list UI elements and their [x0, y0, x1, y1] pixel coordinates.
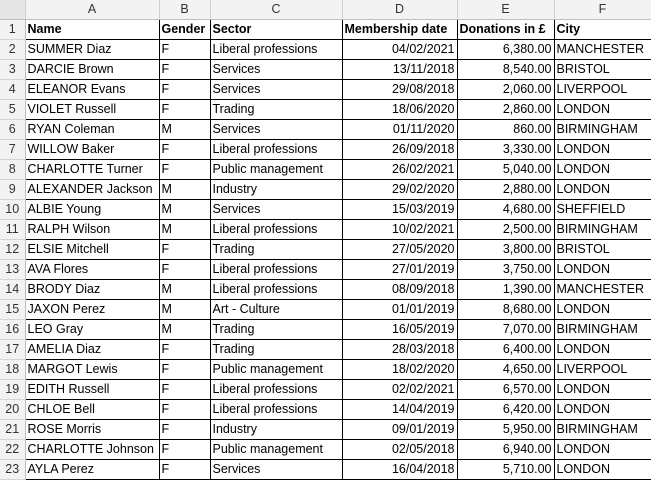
cell-gender[interactable]: F	[159, 360, 210, 380]
cell-name[interactable]: ELEANOR Evans	[25, 80, 159, 100]
cell-donations[interactable]: 3,800.00	[457, 240, 554, 260]
cell-sector[interactable]: Services	[210, 120, 342, 140]
cell-donations[interactable]: 2,500.00	[457, 220, 554, 240]
cell-sector[interactable]: Trading	[210, 240, 342, 260]
cell-city[interactable]: LIVERPOOL	[554, 360, 651, 380]
cell-gender[interactable]: F	[159, 60, 210, 80]
row-header[interactable]: 23	[0, 460, 25, 480]
cell-city[interactable]: SHEFFIELD	[554, 200, 651, 220]
cell-membership-date[interactable]: 15/03/2019	[342, 200, 457, 220]
row-header[interactable]: 8	[0, 160, 25, 180]
cell-name[interactable]: MARGOT Lewis	[25, 360, 159, 380]
cell-sector[interactable]: Liberal professions	[210, 280, 342, 300]
table-row	[0, 100, 651, 120]
cell-gender[interactable]: M	[159, 180, 210, 200]
cell-city[interactable]: MANCHESTER	[554, 280, 651, 300]
cell-sector[interactable]: Liberal professions	[210, 260, 342, 280]
table-row	[0, 320, 651, 340]
row-header[interactable]: 18	[0, 360, 25, 380]
cell-city[interactable]: LONDON	[554, 440, 651, 460]
cell-gender[interactable]: F	[159, 440, 210, 460]
cell-gender[interactable]: F	[159, 240, 210, 260]
cell-membership-date[interactable]: 18/06/2020	[342, 100, 457, 120]
cell-donations[interactable]: 6,420.00	[457, 400, 554, 420]
cell-sector[interactable]: Liberal professions	[210, 380, 342, 400]
row-header[interactable]: 22	[0, 440, 25, 460]
column-header-a[interactable]: A	[25, 0, 159, 20]
cell-donations[interactable]: 8,540.00	[457, 60, 554, 80]
cell-sector[interactable]: Public management	[210, 440, 342, 460]
cell-gender[interactable]: M	[159, 300, 210, 320]
cell-membership-date[interactable]: 10/02/2021	[342, 220, 457, 240]
cell-city[interactable]: LONDON	[554, 400, 651, 420]
cell-header-gender[interactable]: Gender	[159, 20, 210, 40]
cell-name[interactable]: AYLA Perez	[25, 460, 159, 480]
cell-header-name[interactable]: Name	[25, 20, 159, 40]
cell-city[interactable]: BRISTOL	[554, 60, 651, 80]
row-header[interactable]: 13	[0, 260, 25, 280]
table-row	[0, 420, 651, 440]
cell-sector[interactable]: Liberal professions	[210, 220, 342, 240]
cell-membership-date[interactable]: 26/02/2021	[342, 160, 457, 180]
cell-gender[interactable]: F	[159, 340, 210, 360]
cell-membership-date[interactable]: 08/09/2018	[342, 280, 457, 300]
cell-name[interactable]: ROSE Morris	[25, 420, 159, 440]
table-row	[0, 300, 651, 320]
cell-donations[interactable]: 6,380.00	[457, 40, 554, 60]
row-header[interactable]: 17	[0, 340, 25, 360]
cell-donations[interactable]: 2,880.00	[457, 180, 554, 200]
cell-donations[interactable]: 3,750.00	[457, 260, 554, 280]
table-row	[0, 180, 651, 200]
cell-donations[interactable]: 4,650.00	[457, 360, 554, 380]
cell-membership-date[interactable]: 16/05/2019	[342, 320, 457, 340]
row-header[interactable]: 7	[0, 140, 25, 160]
table-row	[0, 80, 651, 100]
cell-city[interactable]: BIRMINGHAM	[554, 320, 651, 340]
cell-donations[interactable]: 7,070.00	[457, 320, 554, 340]
cell-city[interactable]: LONDON	[554, 300, 651, 320]
cell-donations[interactable]: 6,570.00	[457, 380, 554, 400]
cell-sector[interactable]: Liberal professions	[210, 400, 342, 420]
table-row	[0, 340, 651, 360]
cell-sector[interactable]: Liberal professions	[210, 140, 342, 160]
cell-name[interactable]: ALEXANDER Jackson	[25, 180, 159, 200]
cell-name[interactable]: CHLOE Bell	[25, 400, 159, 420]
cell-name[interactable]: CHARLOTTE Turner	[25, 160, 159, 180]
cell-donations[interactable]: 5,950.00	[457, 420, 554, 440]
cell-city[interactable]: BRISTOL	[554, 240, 651, 260]
cell-sector[interactable]: Public management	[210, 160, 342, 180]
column-header-e[interactable]: E	[457, 0, 554, 20]
cell-name[interactable]: WILLOW Baker	[25, 140, 159, 160]
cell-header-sector[interactable]: Sector	[210, 20, 342, 40]
cell-sector[interactable]: Trading	[210, 340, 342, 360]
table-row	[0, 200, 651, 220]
cell-sector[interactable]: Industry	[210, 420, 342, 440]
cell-header-city[interactable]: City	[554, 20, 651, 40]
column-header-d[interactable]: D	[342, 0, 457, 20]
cell-membership-date[interactable]: 26/09/2018	[342, 140, 457, 160]
cell-membership-date[interactable]: 02/02/2021	[342, 380, 457, 400]
cell-sector[interactable]: Public management	[210, 360, 342, 380]
cell-sector[interactable]: Trading	[210, 100, 342, 120]
table-row	[0, 280, 651, 300]
column-header-c[interactable]: C	[210, 0, 342, 20]
cell-city[interactable]: LONDON	[554, 380, 651, 400]
cell-name[interactable]: RALPH Wilson	[25, 220, 159, 240]
cell-header-donations[interactable]: Donations in £	[457, 20, 554, 40]
table-row	[0, 240, 651, 260]
cell-name[interactable]: AMELIA Diaz	[25, 340, 159, 360]
row-header[interactable]: 16	[0, 320, 25, 340]
cell-gender[interactable]: F	[159, 140, 210, 160]
cell-donations[interactable]: 4,680.00	[457, 200, 554, 220]
table-header-row	[0, 20, 651, 40]
cell-gender[interactable]: F	[159, 380, 210, 400]
cell-name[interactable]: DARCIE Brown	[25, 60, 159, 80]
cell-donations[interactable]: 8,680.00	[457, 300, 554, 320]
cell-sector[interactable]: Trading	[210, 320, 342, 340]
cell-name[interactable]: ELSIE Mitchell	[25, 240, 159, 260]
cell-membership-date[interactable]: 29/02/2020	[342, 180, 457, 200]
row-header[interactable]: 10	[0, 200, 25, 220]
cell-gender[interactable]: F	[159, 460, 210, 480]
cell-name[interactable]: RYAN Coleman	[25, 120, 159, 140]
cell-city[interactable]: LONDON	[554, 460, 651, 480]
cell-name[interactable]: SUMMER Diaz	[25, 40, 159, 60]
cell-gender[interactable]: F	[159, 100, 210, 120]
cell-name[interactable]: EDITH Russell	[25, 380, 159, 400]
cell-gender[interactable]: F	[159, 80, 210, 100]
cell-sector[interactable]: Industry	[210, 180, 342, 200]
cell-name[interactable]: LEO Gray	[25, 320, 159, 340]
cell-name[interactable]: VIOLET Russell	[25, 100, 159, 120]
cell-membership-date[interactable]: 18/02/2020	[342, 360, 457, 380]
cell-donations[interactable]: 6,400.00	[457, 340, 554, 360]
cell-gender[interactable]: F	[159, 400, 210, 420]
cell-city[interactable]: LONDON	[554, 180, 651, 200]
table-row	[0, 140, 651, 160]
cell-name[interactable]: ALBIE Young	[25, 200, 159, 220]
cell-membership-date[interactable]: 04/02/2021	[342, 40, 457, 60]
row-header[interactable]: 12	[0, 240, 25, 260]
cell-city[interactable]: LONDON	[554, 160, 651, 180]
cell-membership-date[interactable]: 27/05/2020	[342, 240, 457, 260]
cell-gender[interactable]: F	[159, 40, 210, 60]
column-header-b[interactable]: B	[159, 0, 210, 20]
cell-donations[interactable]: 2,860.00	[457, 100, 554, 120]
cell-city[interactable]: MANCHESTER	[554, 40, 651, 60]
row-header[interactable]: 4	[0, 80, 25, 100]
cell-city[interactable]: BIRMINGHAM	[554, 120, 651, 140]
cell-gender[interactable]: M	[159, 320, 210, 340]
cell-membership-date[interactable]: 01/11/2020	[342, 120, 457, 140]
cell-city[interactable]: LONDON	[554, 260, 651, 280]
row-header[interactable]: 21	[0, 420, 25, 440]
cell-donations[interactable]: 3,330.00	[457, 140, 554, 160]
table-row	[0, 220, 651, 240]
cell-city[interactable]: LONDON	[554, 340, 651, 360]
cell-sector[interactable]: Services	[210, 60, 342, 80]
cell-city[interactable]: LONDON	[554, 100, 651, 120]
table-row	[0, 360, 651, 380]
cell-membership-date[interactable]: 29/08/2018	[342, 80, 457, 100]
table-row	[0, 380, 651, 400]
select-all-corner[interactable]	[0, 0, 25, 20]
cell-membership-date[interactable]: 09/01/2019	[342, 420, 457, 440]
cell-gender[interactable]: M	[159, 120, 210, 140]
cell-gender[interactable]: F	[159, 420, 210, 440]
cell-gender[interactable]: M	[159, 220, 210, 240]
cell-gender[interactable]: M	[159, 200, 210, 220]
cell-sector[interactable]: Services	[210, 200, 342, 220]
cell-membership-date[interactable]: 13/11/2018	[342, 60, 457, 80]
cell-sector[interactable]: Liberal professions	[210, 40, 342, 60]
row-header[interactable]: 3	[0, 60, 25, 80]
row-header[interactable]: 19	[0, 380, 25, 400]
row-header[interactable]: 11	[0, 220, 25, 240]
row-header[interactable]: 5	[0, 100, 25, 120]
cell-city[interactable]: BIRMINGHAM	[554, 220, 651, 240]
cell-membership-date[interactable]: 28/03/2018	[342, 340, 457, 360]
table-row	[0, 160, 651, 180]
row-header[interactable]: 6	[0, 120, 25, 140]
cell-name[interactable]: BRODY Diaz	[25, 280, 159, 300]
cell-city[interactable]: LONDON	[554, 140, 651, 160]
cell-donations[interactable]: 860.00	[457, 120, 554, 140]
row-header[interactable]: 1	[0, 20, 25, 40]
table-row	[0, 440, 651, 460]
cell-gender[interactable]: M	[159, 280, 210, 300]
cell-gender[interactable]: F	[159, 260, 210, 280]
cell-name[interactable]: AVA Flores	[25, 260, 159, 280]
cell-city[interactable]: BIRMINGHAM	[554, 420, 651, 440]
cell-sector[interactable]: Art - Culture	[210, 300, 342, 320]
cell-membership-date[interactable]: 02/05/2018	[342, 440, 457, 460]
cell-name[interactable]: JAXON Perez	[25, 300, 159, 320]
cell-sector[interactable]: Services	[210, 80, 342, 100]
table-row	[0, 400, 651, 420]
column-header-row	[0, 0, 651, 20]
table-row	[0, 60, 651, 80]
cell-donations[interactable]: 2,060.00	[457, 80, 554, 100]
row-header[interactable]: 20	[0, 400, 25, 420]
cell-donations[interactable]: 6,940.00	[457, 440, 554, 460]
cell-membership-date[interactable]: 01/01/2019	[342, 300, 457, 320]
table-row	[0, 260, 651, 280]
table-row	[0, 120, 651, 140]
row-header[interactable]: 15	[0, 300, 25, 320]
cell-membership-date[interactable]: 27/01/2019	[342, 260, 457, 280]
cell-donations[interactable]: 5,040.00	[457, 160, 554, 180]
cell-donations[interactable]: 1,390.00	[457, 280, 554, 300]
table-row	[0, 460, 651, 480]
column-header-f[interactable]: F	[554, 0, 651, 20]
cell-donations[interactable]: 5,710.00	[457, 460, 554, 480]
table-row	[0, 40, 651, 60]
cell-name[interactable]: CHARLOTTE Johnson	[25, 440, 159, 460]
cell-gender[interactable]: F	[159, 160, 210, 180]
cell-header-membership-date[interactable]: Membership date	[342, 20, 457, 40]
row-header[interactable]: 14	[0, 280, 25, 300]
cell-membership-date[interactable]: 14/04/2019	[342, 400, 457, 420]
cell-city[interactable]: LIVERPOOL	[554, 80, 651, 100]
cell-membership-date[interactable]: 16/04/2018	[342, 460, 457, 480]
cell-sector[interactable]: Services	[210, 460, 342, 480]
row-header[interactable]: 9	[0, 180, 25, 200]
row-header[interactable]: 2	[0, 40, 25, 60]
